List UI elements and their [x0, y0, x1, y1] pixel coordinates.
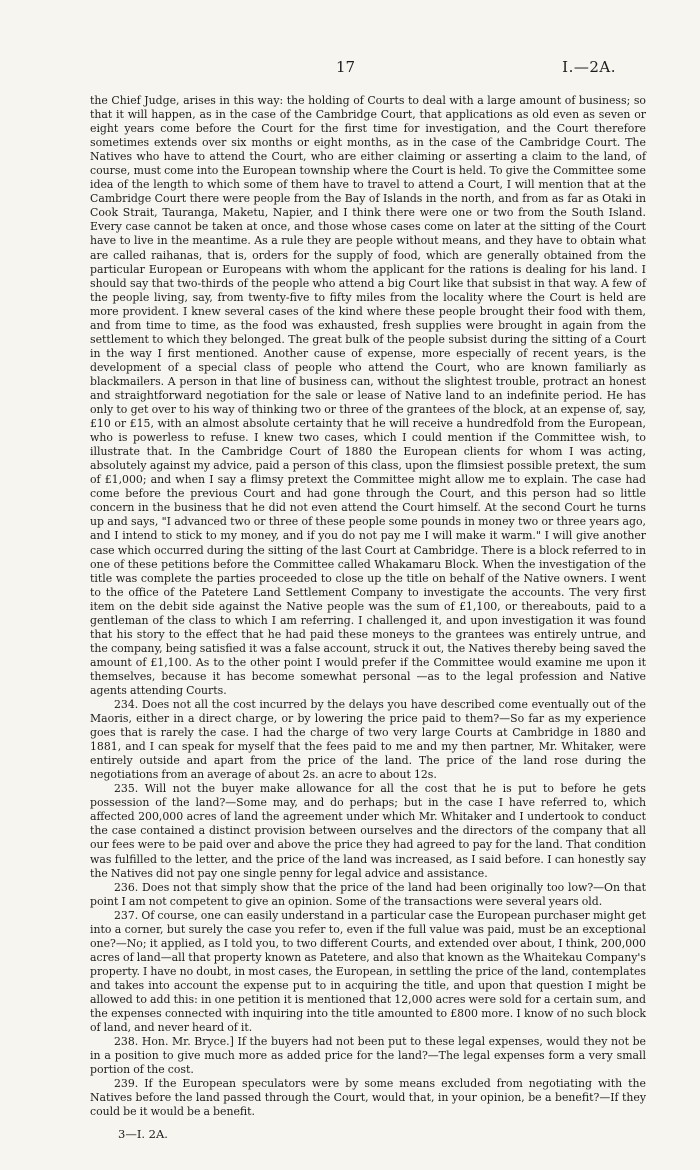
page-number: 17: [336, 58, 356, 76]
paragraph-q236: 236. Does not that simply show that the price of the land had been originally too low?—On that point I am not competent to give an opinion. Some of the transactions were several years old.: [90, 880, 646, 908]
page-header: [0, 58, 700, 82]
signature-mark: 3—I. 2A.: [118, 1127, 168, 1141]
body-text: [90, 94, 646, 1119]
paragraph-continuation: the Chief Judge, arises in this way: the holding of Courts to deal with a large amount of business; so that it will happen, as in the case of the Cambridge Court, that applications as old even as seven or eight years come before the Court for the first time for investigation, and the Court therefore sometimes extends over six months or eight months, as in the case of the Cambridge Court. The Natives who have to attend the Court, who are either claiming or asserting a claim to the land, of course, must come into the European township where the Court is held. To give the Committee some idea of the length to which some of them have to travel to attend a Court, I will mention that at the Cambridge Court there were people from the Bay of Islands in the north, and from as far as Otaki in Cook Strait, Tauranga, Maketu, Napier, and I think there were one or two from the South Island. Every case cannot be taken at once, and those whose cases come on later at the sitting of the Court have to live in the meantime. As a rule they are people without means, and they have to obtain what are called raihanas, that is, orders for the supply of food, which are generally obtained from the particular European or Europeans with whom the applicant for the rations is dealing for his land. I should say that two-thirds of the people who attend a big Court like that subsist in that way. A few of the people living, say, from twenty-five to fifty miles from the locality where the Court is held are more provident. I knew several cases of the kind where these people brought their food with them, and from time to time, as the food was exhausted, fresh supplies were brought in again from the settlement to which they belonged. The great bulk of the people subsist during the sitting of a Court in the way I first mentioned. Another cause of expense, more especially of recent years, is the development of a special class of people who attend the Court, who are known familiarly as blackmailers. A person in that line of business can, without the slightest trouble, protract an honest and straightforward negotiation for the sale or lease of Native land to an indefinite period. He has only to get over to his way of thinking two or three of the grantees of the block, at an expense of, say, £10 or £15, with an almost absolute certainty that he will receive a hundredfold from the European, who is powerless to refuse. I knew two cases, which I could mention if the Committee wish, to illustrate that. In the Cambridge Court of 1880 the European clients for whom I was acting, absolutely against my advice, paid a person of this class, upon the flimsiest possible pretext, the sum of £1,000; and when I say a flimsy pretext the Committee might allow me to explain. The case had come before the previous Court and had gone through the Court, and this person had so little concern in the business that he did not even attend the Court himself. At the second Court he turns up and says, "I advanced two or three of these people some pounds in money two or three years ago, and I intend to stick to my money, and if you do not pay me I will make it warm." I will give another case which occurred during the sitting of the last Court at Cambridge. There is a block referred to in one of these petitions before the Committee called Whakamaru Block. When the investigation of the title was complete the parties proceeded to close up the title on behalf of the Native owners. I went to the office of the Patetere Land Settlement Company to investigate the accounts. The very first item on the debit side against the Native people was the sum of £1,100, or thereabouts, paid to a gentleman of the class to which I am referring. I challenged it, and upon investigation it was found that his story to the effect that he had paid these moneys to the grantees was entirely untrue, and the company, being satisfied it was a false account, struck it out, the Natives thereby being saved the amount of £1,100. As to the other point I would prefer if the Committee would examine me upon it themselves, because it has become somewhat personal —as to the legal profession and Native agents attending Courts.: [90, 94, 646, 697]
paragraph-q238: 238. Hon. Mr. Bryce.] If the buyers had not been put to these legal expenses, would they not be in a position to give much more as added price for the land?—The legal expenses form a very small portion of the cost.: [90, 1035, 646, 1077]
paragraph-q237: 237. Of course, one can easily understand in a particular case the European purchaser might get into a corner, but surely the case you refer to, even if the full value was paid, must be an exceptional one?—No; it applied, as I told you, to two different Courts, and extended over about, I think, 200,000 acres of land—all that property known as Patetere, and also that known as the Whaitekau Company's property. I have no doubt, in most cases, the European, in settling the price of the land, contemplates and takes into account the expense put to in acquiring the title, and upon that question I might be allowed to add this: in one petition it is mentioned that 12,000 acres were sold for a certain sum, and the expenses connected with inquiring into the title amounted to £800 more. I know of no such block of land, and never heard of it.: [90, 908, 646, 1035]
paragraph-q235: 235. Will not the buyer make allowance for all the cost that he is put to before he gets possession of the land?—Some may, and do perhaps; but in the case I have referred to, which affected 200,000 acres of land the agreement under which Mr. Whitaker and I undertook to conduct the case contained a distinct provision between ourselves and the directors of the company that all our fees were to be paid over and above the price they had agreed to pay for the land. That condition was fulfilled to the letter, and the price of the land was increased, as I said before. I can honestly say the Natives did not pay one single penny for legal advice and assistance.: [90, 782, 646, 880]
paragraph-q239: 239. If the European speculators were by some means excluded from negotiating with the Natives before the land passed through the Court, would that, in your opinion, be a benefit?—If they could be it would be a benefit.: [90, 1077, 646, 1119]
paper-reference: I.—2A.: [562, 58, 616, 76]
paragraph-q234: 234. Does not all the cost incurred by the delays you have described come eventually out of the Maoris, either in a direct charge, or by lowering the price paid to them?—So far as my experience goes that is rarely the case. I had the charge of two very large Courts at Cambridge in 1880 and 1881, and I can speak for myself that the fees paid to me and my then partner, Mr. Whitaker, were entirely outside and apart from the price of the land. The price of the land rose during the negotiations from an average of about 2s. an acre to about 12s.: [90, 698, 646, 782]
